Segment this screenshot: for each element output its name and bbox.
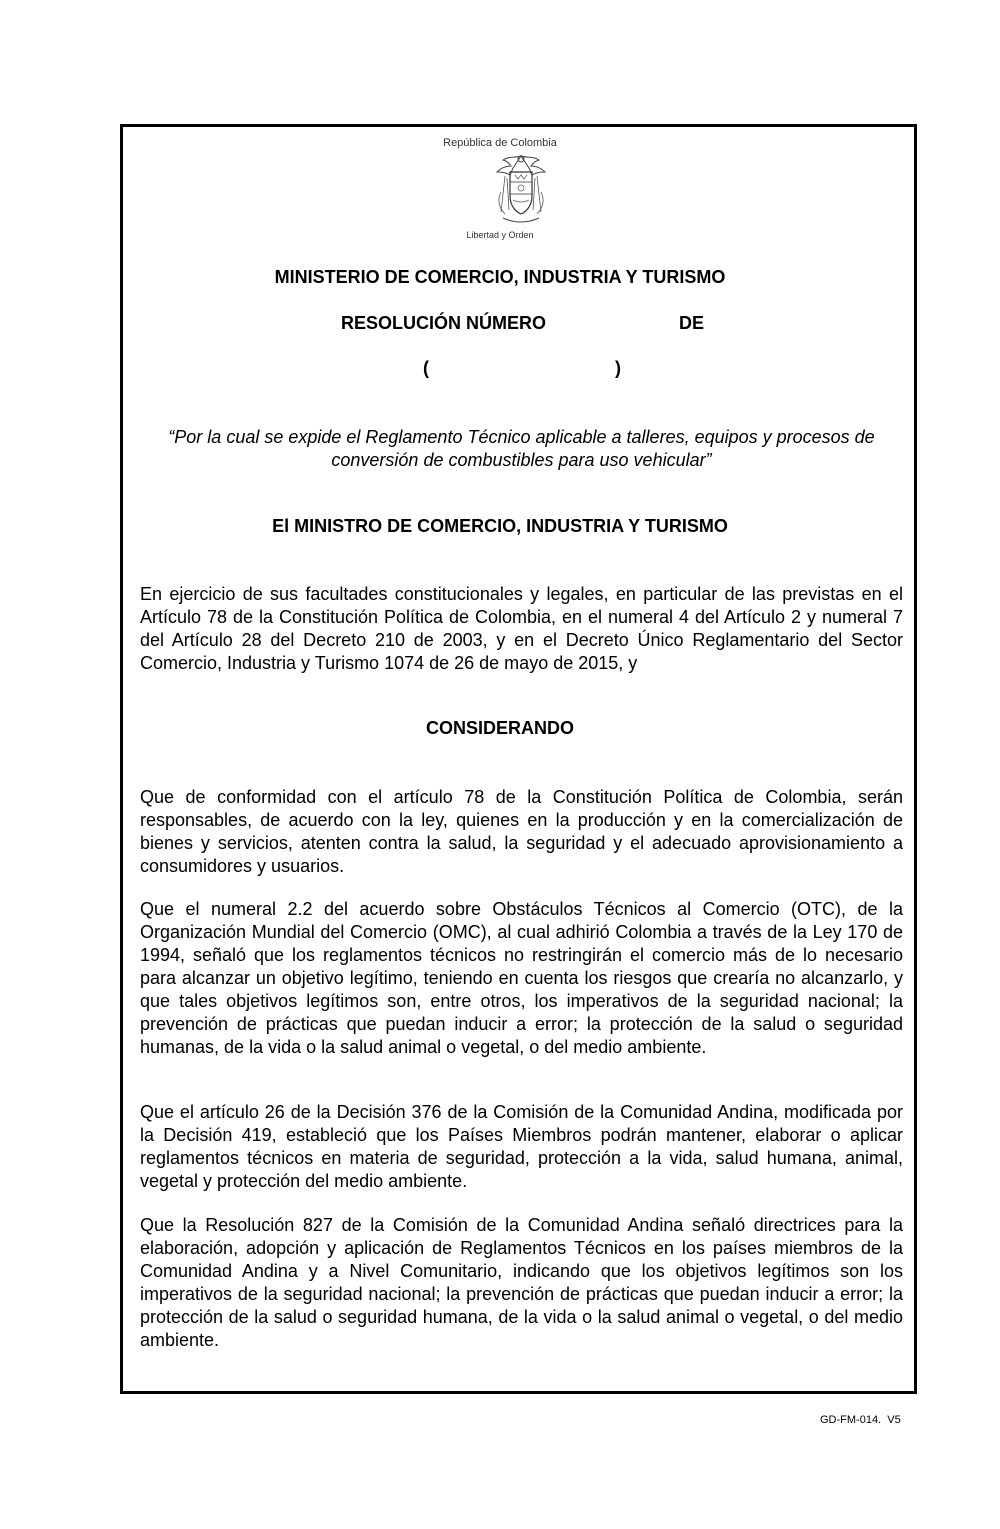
considerando-paragraph-4: Que la Resolución 827 de la Comisión de la Comunidad Andina señaló directrices para la elaboración, adopción y aplicación de Reglamentos Técnicos en los países miembros de la Comunidad Andina y a Nivel Comunitario, indicando que los objetivos legítimos son los imperativos de la seguridad nacional; la prevención de prácticas que puedan inducir a error; la protección de la salud o seguridad humana, de la vida o la salud animal o vegetal, o del medio ambiente.: [140, 1215, 903, 1350]
resolution-label: RESOLUCIÓN NÚMERO: [341, 313, 547, 333]
preamble-paragraph: En ejercicio de sus facultades constitucionales y legales, en particular de las previstas en el Artículo 78 de la Constitución Política de Colombia, en el numeral 4 del Artículo 2 y numeral 7 del Artículo 28 del Decreto 210 de 2003, y en el Decreto Único Reglamentario del Sector Comercio, Industria y Turismo 1074 de 26 de mayo de 2015, y: [140, 584, 903, 673]
resolution-date-label: DE: [679, 313, 705, 333]
country-name: República de Colombia: [443, 137, 557, 149]
considerando-heading: CONSIDERANDO: [425, 718, 574, 738]
close-parenthesis: ): [615, 358, 621, 378]
considerando-paragraph-1: Que de conformidad con el artículo 78 de la Constitución Política de Colombia, serán responsables, de acuerdo con la ley, quienes en la producción y en la comercialización de bienes y servicios, atenten contra la salud, la seguridad y el adecuado aprovisionamiento a consumidores y usuarios.: [140, 787, 903, 876]
minister-heading: El MINISTRO DE COMERCIO, INDUSTRIA Y TURISMO: [272, 516, 728, 536]
resolution-subject: “Por la cual se expide el Reglamento Técnico aplicable a talleres, equipos y procesos de conversión de combustibles para uso vehicular”: [168, 427, 875, 470]
national-motto: Libertad y Orden: [466, 230, 534, 240]
colombia-coat-of-arms-icon: [491, 152, 551, 230]
considerando-paragraph-2: Que el numeral 2.2 del acuerdo sobre Obstáculos Técnicos al Comercio (OTC), de la Organización Mundial del Comercio (OMC), al cual adhirió Colombia a través de la Ley 170 de 1994, señaló que los reglamentos técnicos no restringirán el comercio más de lo necesario para alcanzar un objetivo legítimo, teniendo en cuenta los riesgos que crearía no alcanzarlo, y que tales objetivos legítimos son, entre otros, los imperativos de la seguridad nacional; la prevención de prácticas que puedan inducir a error; la protección de la salud o seguridad humanas, de la vida o la salud animal o vegetal, o del medio ambiente.: [140, 899, 903, 1057]
resolution-number-line: [0, 313, 1000, 337]
open-parenthesis: (: [423, 358, 429, 378]
form-code: GD-FM-014. V5: [820, 1414, 901, 1426]
ministry-heading: MINISTERIO DE COMERCIO, INDUSTRIA Y TURISMO: [274, 267, 726, 287]
considerando-paragraph-3: Que el artículo 26 de la Decisión 376 de la Comisión de la Comunidad Andina, modificada por la Decisión 419, estableció que los Países Miembros podrán mantener, elaborar o aplicar reglamentos técnicos en materia de seguridad, protección a la vida, salud humana, animal, vegetal y protección del medio ambiente.: [140, 1102, 903, 1191]
